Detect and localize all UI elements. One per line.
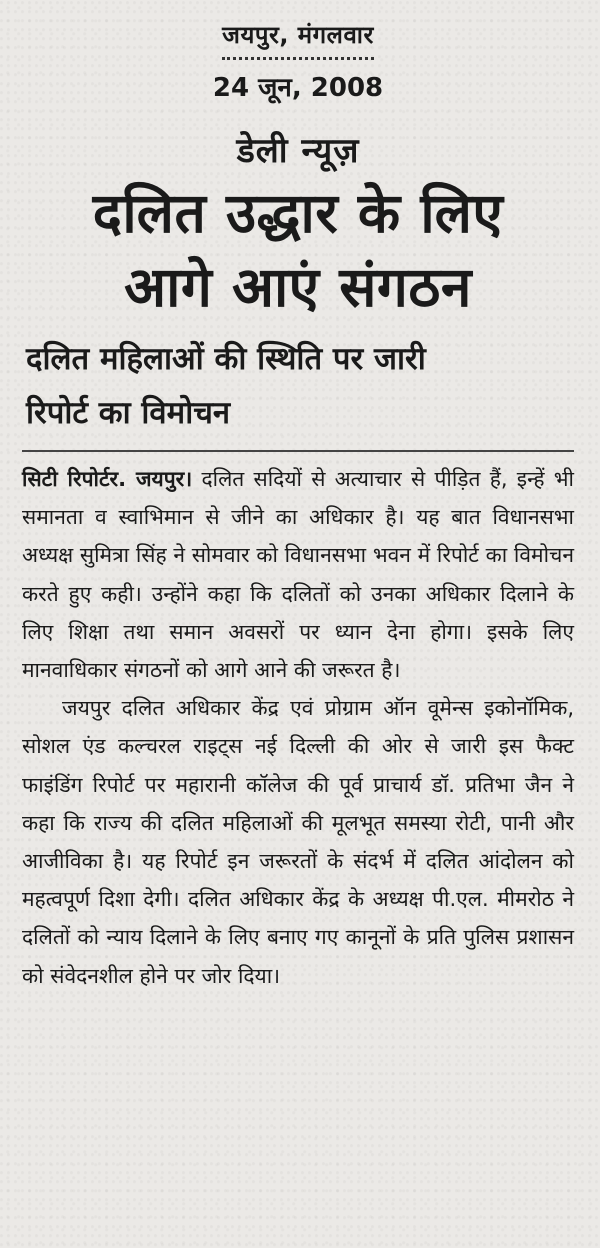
article-body <box>22 460 574 995</box>
dateline <box>22 0 574 104</box>
headline <box>22 176 574 324</box>
dateline-city-day: जयपुर, मंगलवार <box>222 18 374 60</box>
subheadline-line-2: रिपोर्ट का विमोचन <box>26 395 231 431</box>
newspaper-name: डेली न्यूज़ <box>236 131 360 171</box>
headline-line-1: दलित उद्धार के लिए <box>92 181 504 245</box>
subheadline-line-1: दलित महिलाओं की स्थिति पर जारी <box>26 341 426 377</box>
subheadline <box>22 332 574 440</box>
headline-line-2: आगे आएं संगठन <box>124 255 472 319</box>
article-paragraph-1 <box>22 460 574 689</box>
article-paragraph-2: जयपुर दलित अधिकार केंद्र एवं प्रोग्राम ऑन वूमेन्स इकोनॉमिक, सोशल एंड कल्चरल राइट्स नई दिल्ली की ओर से जारी इस फैक्ट फाइंडिंग रिपोर्ट पर महारानी कॉलेज की पूर्व प्राचार्य डॉ. प्रतिभा जैन ने कहा कि राज्य की दलित महिलाओं की मूलभूत समस्या रोटी, पानी और आजीविका है। यह रिपोर्ट इन जरूरतों के संदर्भ में दलित आंदोलन को महत्वपूर्ण दिशा देगी। दलित अधिकार केंद्र के अध्यक्ष पी.एल. मीमरोठ ने दलितों को न्याय दिलाने के लिए बनाए गए कानूनों के प्रति पुलिस प्रशासन को संवेदनशील होने पर जोर दिया। <box>22 696 574 988</box>
divider <box>22 450 574 452</box>
paragraph-1-text: दलित सदियों से अत्याचार से पीड़ित हैं, इन्हें भी समानता व स्वाभिमान से जीने का अधिकार है। यह बात विधानसभा अध्यक्ष सुमित्रा सिंह ने सोमवार को विधानसभा भवन में रिपोर्ट का विमोचन करते हुए कही। उन्होंने कहा कि दलितों को उनका अधिकार दिलाने के लिए शिक्षा तथा समान अवसरों पर ध्यान देना होगा। इसके लिए मानवाधिकार संगठनों को आगे आने की जरूरत है। <box>22 467 574 683</box>
dateline-date: 24 जून, 2008 <box>212 73 384 103</box>
byline: सिटी रिपोर्टर. जयपुर। <box>22 467 193 491</box>
